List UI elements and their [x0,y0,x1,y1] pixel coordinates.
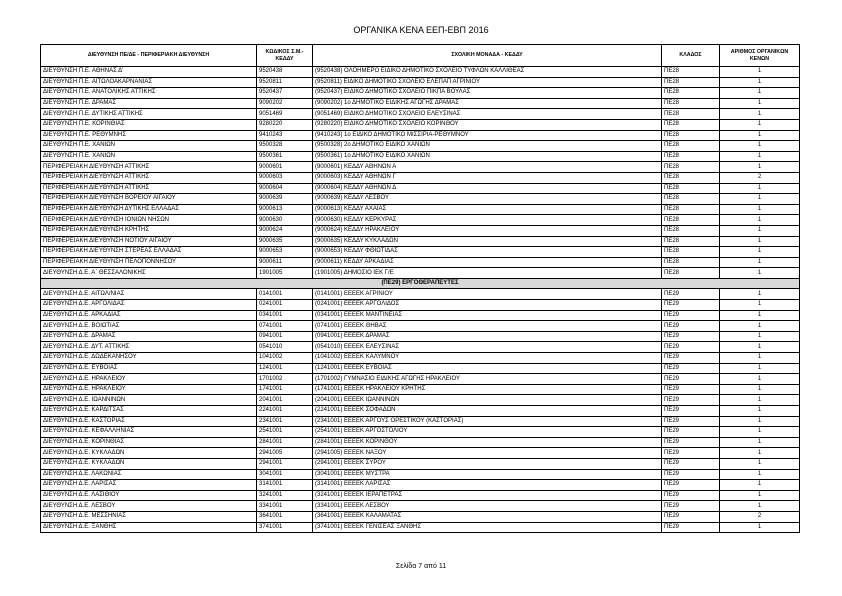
cell-specialty: ΠΕ28 [662,109,720,120]
table-row [41,162,800,173]
cell-code: 9000635 [257,236,313,247]
cell-vacancies: 1 [720,88,800,99]
cell-specialty: ΠΕ29 [662,427,720,438]
table-row [41,416,800,427]
cell-specialty: ΠΕ29 [662,458,720,469]
cell-directorate: ΠΕΡΙΦΕΡΕΙΑΚΗ ΔΙΕΥΘΥΝΣΗ ΙΟΝΙΩΝ ΝΗΣΩΝ [41,215,257,226]
table-row [41,268,800,279]
cell-code: 1041002 [257,353,313,364]
cell-vacancies: 1 [720,109,800,120]
cell-directorate: ΠΕΡΙΦΕΡΕΙΑΚΗ ΔΙΕΥΘΥΝΣΗ ΣΤΕΡΕΑΣ ΕΛΛΑΔΑΣ [41,247,257,258]
cell-vacancies: 1 [720,448,800,459]
cell-vacancies: 2 [720,511,800,522]
header-directorate: ΔΙΕΥΘΥΝΣΗ ΠΕ/ΔΕ - ΠΕΡΙΦΕΡΙΑΚΗ ΔΙΕΥΘΥΝΣΗ [41,45,257,67]
cell-vacancies: 1 [720,310,800,321]
table-row [41,437,800,448]
cell-code: 3041001 [257,469,313,480]
cell-directorate: ΔΙΕΥΘΥΝΣΗ Π.Ε. ΑΝΑΤΟΛΙΚΗΣ ΑΤΤΙΚΗΣ [41,88,257,99]
cell-school-unit: (2841001) ΕΕΕΕΚ ΚΟΡΙΝΘΟΥ [313,437,662,448]
cell-vacancies: 1 [720,204,800,215]
cell-school-unit: (3341001) ΕΕΕΕΚ ΛΕΣΒΟΥ [313,501,662,512]
cell-specialty: ΠΕ28 [662,257,720,268]
cell-specialty: ΠΕ29 [662,416,720,427]
cell-code: 9000624 [257,225,313,236]
cell-school-unit: (9000635) ΚΕΔΔΥ ΚΥΚΛΑΔΩΝ [313,236,662,247]
cell-code: 9090202 [257,98,313,109]
table-row [41,310,800,321]
cell-vacancies: 1 [720,247,800,258]
cell-code: 0241001 [257,300,313,311]
cell-directorate: ΔΙΕΥΘΥΝΣΗ Δ.Ε. ΚΑΣΤΟΡΙΑΣ [41,416,257,427]
cell-vacancies: 2 [720,172,800,183]
cell-code: 1241001 [257,363,313,374]
cell-specialty: ΠΕ28 [662,225,720,236]
cell-school-unit: (0141001) ΕΕΕΕΚ ΑΓΡΙΝΙΟΥ [313,289,662,300]
cell-school-unit: (9090202) 1ο ΔΗΜΟΤΙΚΟ ΕΙΔΙΚΗΣ ΑΓΩΓΗΣ ΔΡΑΜΑΣ [313,98,662,109]
cell-code: 2941005 [257,448,313,459]
cell-school-unit: (9000653) ΚΕΔΔΥ ΦΘΙΩΤΙΔΑΣ [313,247,662,258]
cell-school-unit: (0341001) ΕΕΕΕΚ ΜΑΝΤΙΝΕΙΑΣ [313,310,662,321]
table-row [41,77,800,88]
cell-code: 9000601 [257,162,313,173]
cell-directorate: ΔΙΕΥΘΥΝΣΗ Δ.Ε. ΚΟΡΙΝΘΙΑΣ [41,437,257,448]
cell-specialty: ΠΕ28 [662,67,720,78]
header-vacancies: ΑΡΙΘΜΟΣ ΟΡΓΑΝΙΚΩΝ ΚΕΝΩΝ [720,45,800,67]
cell-code: 2841001 [257,437,313,448]
cell-directorate: ΔΙΕΥΘΥΝΣΗ Π.Ε. ΡΕΘΥΜΝΗΣ [41,130,257,141]
cell-school-unit: (2941001) ΕΕΕΕΚ ΣΥΡΟΥ [313,458,662,469]
cell-vacancies: 1 [720,289,800,300]
cell-vacancies: 1 [720,416,800,427]
cell-vacancies: 1 [720,469,800,480]
cell-directorate: ΔΙΕΥΘΥΝΣΗ Δ.Ε. ΚΥΚΛΑΔΩΝ [41,458,257,469]
cell-school-unit: (3041001) ΕΕΕΕΚ ΜΥΣΤΡΑ [313,469,662,480]
cell-school-unit: (9051469) ΕΙΔΙΚΟ ΔΗΜΟΤΙΚΟ ΣΧΟΛΕΙΟ ΕΛΕΥΣΙΝΑΣ [313,109,662,120]
cell-directorate: ΔΙΕΥΘΥΝΣΗ Δ.Ε. ΛΑΚΩΝΙΑΣ [41,469,257,480]
cell-directorate: ΔΙΕΥΘΥΝΣΗ Π.Ε. ΑΘΗΝΑΣ Δ' [41,67,257,78]
cell-specialty: ΠΕ29 [662,395,720,406]
table-row [41,331,800,342]
cell-specialty: ΠΕ28 [662,88,720,99]
cell-specialty: ΠΕ29 [662,522,720,533]
cell-code: 1901005 [257,268,313,279]
cell-vacancies: 1 [720,427,800,438]
cell-code: 0741001 [257,321,313,332]
cell-specialty: ΠΕ29 [662,501,720,512]
header-code: ΚΩΔΙΚΟΣ Σ.Μ.-ΚΕΔΔΥ [257,45,313,67]
cell-code: 9000653 [257,247,313,258]
cell-vacancies: 1 [720,384,800,395]
header-specialty: ΚΛΑΔΟΣ [662,45,720,67]
cell-code: 2041001 [257,395,313,406]
cell-directorate: ΔΙΕΥΘΥΝΣΗ Δ.Ε. ΛΑΣΙΘΙΟΥ [41,490,257,501]
cell-directorate: ΔΙΕΥΘΥΝΣΗ Δ.Ε. ΔΡΑΜΑΣ [41,331,257,342]
cell-directorate: ΔΙΕΥΘΥΝΣΗ Δ.Ε. ΚΑΡΔΙΤΣΑΣ [41,406,257,417]
cell-directorate: ΔΙΕΥΘΥΝΣΗ Π.Ε. ΧΑΝΙΩΝ [41,141,257,152]
cell-vacancies: 1 [720,300,800,311]
cell-vacancies: 1 [720,98,800,109]
table-row [41,448,800,459]
cell-school-unit: (9000604) ΚΕΔΔΥ ΑΘΗΝΩΝ Δ [313,183,662,194]
cell-directorate: ΔΙΕΥΘΥΝΣΗ Π.Ε. ΔΡΑΜΑΣ [41,98,257,109]
cell-code: 9051469 [257,109,313,120]
cell-vacancies: 1 [720,490,800,501]
table-row [41,490,800,501]
table-row [41,480,800,491]
cell-vacancies: 1 [720,130,800,141]
cell-school-unit: (9000601) ΚΕΔΔΥ ΑΘΗΝΩΝ Α [313,162,662,173]
cell-directorate: ΔΙΕΥΘΥΝΣΗ Δ.Ε. Α΄ ΘΕΣΣΑΛΟΝΙΚΗΣ [41,268,257,279]
cell-specialty: ΠΕ29 [662,363,720,374]
cell-code: 9000611 [257,257,313,268]
cell-specialty: ΠΕ28 [662,162,720,173]
cell-vacancies: 1 [720,215,800,226]
cell-school-unit: (9520438) ΟΛΟΗΜΕΡΟ ΕΙΔΙΚΟ ΔΗΜΟΤΙΚΟ ΣΧΟΛΕΙΟ ΤΥΦΛΩΝ ΚΑΛΛΙΘΕΑΣ [313,67,662,78]
cell-school-unit: (9000611) ΚΕΔΔΥ ΑΡΚΑΔΙΑΣ [313,257,662,268]
table-row [41,141,800,152]
cell-directorate: ΔΙΕΥΘΥΝΣΗ Δ.Ε. ΗΡΑΚΛΕΙΟΥ [41,384,257,395]
cell-code: 3241001 [257,490,313,501]
cell-school-unit: (3241001) ΕΕΕΕΚ ΙΕΡΑΠΕΤΡΑΣ [313,490,662,501]
cell-specialty: ΠΕ29 [662,310,720,321]
cell-school-unit: (9000630) ΚΕΔΔΥ ΚΕΡΚΥΡΑΣ [313,215,662,226]
cell-directorate: ΠΕΡΙΦΕΡΕΙΑΚΗ ΔΙΕΥΘΥΝΣΗ ΝΟΤΙΟΥ ΑΙΓΑΙΟΥ [41,236,257,247]
cell-directorate: ΔΙΕΥΘΥΝΣΗ Δ.Ε. ΑΡΚΑΔΙΑΣ [41,310,257,321]
cell-school-unit: (9000624) ΚΕΔΔΥ ΗΡΑΚΛΕΙΟΥ [313,225,662,236]
cell-directorate: ΔΙΕΥΘΥΝΣΗ Δ.Ε. ΙΩΑΝΝΙΝΩΝ [41,395,257,406]
cell-directorate: ΔΙΕΥΘΥΝΣΗ Δ.Ε. ΛΕΣΒΟΥ [41,501,257,512]
cell-school-unit: (0941001) ΕΕΕΕΚ ΔΡΑΜΑΣ [313,331,662,342]
cell-code: 9500328 [257,141,313,152]
cell-specialty: ΠΕ29 [662,374,720,385]
cell-school-unit: (9520437) ΕΙΔΙΚΟ ΔΗΜΟΤΙΚΟ ΣΧΟΛΕΙΟ ΠΙΚΠΑ ΒΟΥΛΑΣ [313,88,662,99]
cell-vacancies: 1 [720,141,800,152]
cell-vacancies: 1 [720,225,800,236]
cell-code: 0941001 [257,331,313,342]
cell-code: 2541001 [257,427,313,438]
cell-vacancies: 1 [720,162,800,173]
cell-vacancies: 1 [720,194,800,205]
cell-code: 9000630 [257,215,313,226]
cell-specialty: ΠΕ28 [662,77,720,88]
cell-vacancies: 1 [720,480,800,491]
cell-code: 0341001 [257,310,313,321]
table-row [41,247,800,258]
cell-directorate: ΠΕΡΙΦΕΡΕΙΑΚΗ ΔΙΕΥΘΥΝΣΗ ΠΕΛΟΠΟΝΝΗΣΟΥ [41,257,257,268]
cell-school-unit: (9410243) 1ο ΕΙΔΙΚΟ ΔΗΜΟΤΙΚΟ ΜΙΣΣΙΡΙΑ-ΡΕΘΥΜΝΟΥ [313,130,662,141]
cell-code: 1701002 [257,374,313,385]
cell-school-unit: (9000639) ΚΕΔΔΥ ΛΕΣΒΟΥ [313,194,662,205]
cell-school-unit: (9500328) 2ο ΔΗΜΟΤΙΚΟ ΕΙΔΙΚΟ ΧΑΝΙΩΝ [313,141,662,152]
cell-school-unit: (3141001) ΕΕΕΕΚ ΛΑΡΙΣΑΣ [313,480,662,491]
cell-code: 9000604 [257,183,313,194]
cell-directorate: ΔΙΕΥΘΥΝΣΗ Δ.Ε. ΕΥΒΟΙΑΣ [41,363,257,374]
document-title: ΟΡΓΑΝΙΚΑ ΚΕΝΑ ΕΕΠ-ΕΒΠ 2016 [353,25,489,35]
cell-code: 1741001 [257,384,313,395]
cell-school-unit: (3741001) ΕΕΕΕΚ ΓΕΝΙΣΕΑΣ ΞΑΝΘΗΣ [313,522,662,533]
cell-school-unit: (2241001) ΕΕΕΕΚ ΣΟΦΑΔΩΝ [313,406,662,417]
table-row [41,300,800,311]
cell-specialty: ΠΕ29 [662,300,720,311]
cell-specialty: ΠΕ29 [662,469,720,480]
cell-school-unit: (2341001) ΕΕΕΕΚ ΑΡΓΟΥΣ ΟΡΕΣΤΙΚΟΥ (ΚΑΣΤΟΡΙΑΣ) [313,416,662,427]
cell-specialty: ΠΕ29 [662,384,720,395]
table-row [41,469,800,480]
table-row [41,236,800,247]
cell-code: 9280220 [257,119,313,130]
cell-vacancies: 1 [720,236,800,247]
cell-specialty: ΠΕ28 [662,130,720,141]
cell-specialty: ΠΕ28 [662,141,720,152]
cell-specialty: ΠΕ29 [662,331,720,342]
cell-vacancies: 1 [720,501,800,512]
table-row [41,215,800,226]
cell-school-unit: (9000603) ΚΕΔΔΥ ΑΘΗΝΩΝ Γ [313,172,662,183]
cell-vacancies: 1 [720,67,800,78]
cell-school-unit: (1241001) ΕΕΕΕΚ ΕΥΒΟΙΑΣ [313,363,662,374]
cell-specialty: ΠΕ29 [662,511,720,522]
cell-directorate: ΔΙΕΥΘΥΝΣΗ Δ.Ε. ΔΩΔΕΚΑΝΗΣΟΥ [41,353,257,364]
table-row [41,289,800,300]
cell-code: 0541010 [257,342,313,353]
cell-code: 3341001 [257,501,313,512]
cell-code: 9520438 [257,67,313,78]
table-row [41,194,800,205]
cell-code: 3741001 [257,522,313,533]
cell-specialty: ΠΕ29 [662,437,720,448]
cell-school-unit: (2541001) ΕΕΕΕΚ ΑΡΓΟΣΤΟΛΙΟΥ [313,427,662,438]
table-row [41,119,800,130]
cell-specialty: ΠΕ28 [662,194,720,205]
table-row [41,511,800,522]
table-body [41,67,800,533]
table-row [41,257,800,268]
cell-school-unit: (1701002) ΓΥΜΝΑΣΙΟ ΕΙΔΙΚΗΣ ΑΓΩΓΗΣ ΗΡΑΚΛΕΙΟΥ [313,374,662,385]
table-row [41,501,800,512]
cell-directorate: ΔΙΕΥΘΥΝΣΗ Δ.Ε. ΚΕΦΑΛΛΗΝΙΑΣ [41,427,257,438]
cell-vacancies: 1 [720,522,800,533]
cell-specialty: ΠΕ29 [662,289,720,300]
table-row [41,183,800,194]
table-row [41,130,800,141]
cell-vacancies: 1 [720,119,800,130]
cell-vacancies: 1 [720,183,800,194]
table-row [41,522,800,533]
cell-directorate: ΔΙΕΥΘΥΝΣΗ Δ.Ε. ΛΑΡΙΣΑΣ [41,480,257,491]
cell-code: 9500361 [257,151,313,162]
table-row [41,321,800,332]
cell-directorate: ΔΙΕΥΘΥΝΣΗ Π.Ε. ΚΟΡΙΝΘΙΑΣ [41,119,257,130]
table-row [41,406,800,417]
cell-specialty: ΠΕ28 [662,247,720,258]
table-row [41,98,800,109]
cell-code: 3641001 [257,511,313,522]
cell-code: 0141001 [257,289,313,300]
cell-specialty: ΠΕ29 [662,342,720,353]
cell-school-unit: (0741001) ΕΕΕΕΚ ΘΗΒΑΣ [313,321,662,332]
cell-school-unit: (9520811) ΕΙΔΙΚΟ ΔΗΜΟΤΙΚΟ ΣΧΟΛΕΙΟ ΕΛΕΠΑΠ ΑΓΡΙΝΙΟΥ [313,77,662,88]
cell-specialty: ΠΕ29 [662,406,720,417]
cell-school-unit: (9000613) ΚΕΔΔΥ ΑΧΑΪΑΣ [313,204,662,215]
cell-school-unit: (3641001) ΕΕΕΕΚ ΚΑΛΑΜΑΤΑΣ [313,511,662,522]
table-row [41,395,800,406]
cell-school-unit: (9500361) 1ο ΔΗΜΟΤΙΚΟ ΕΙΔΙΚΟ ΧΑΝΙΩΝ [313,151,662,162]
table-row [41,342,800,353]
cell-directorate: ΔΙΕΥΘΥΝΣΗ Δ.Ε. ΑΡΓΟΛΙΔΑΣ [41,300,257,311]
cell-school-unit: (0541010) ΕΕΕΕΚ ΕΛΕΥΣΙΝΑΣ [313,342,662,353]
cell-directorate: ΔΙΕΥΘΥΝΣΗ Π.Ε. ΧΑΝΙΩΝ [41,151,257,162]
cell-vacancies: 1 [720,353,800,364]
table-row [41,384,800,395]
table-row [41,458,800,469]
cell-directorate: ΔΙΕΥΘΥΝΣΗ Π.Ε. ΔΥΤΙΚΗΣ ΑΤΤΙΚΗΣ [41,109,257,120]
cell-specialty: ΠΕ29 [662,490,720,501]
cell-code: 3141001 [257,480,313,491]
cell-directorate: ΔΙΕΥΘΥΝΣΗ Δ.Ε. ΞΑΝΘΗΣ [41,522,257,533]
cell-directorate: ΔΙΕΥΘΥΝΣΗ Δ.Ε. ΔΥΤ. ΑΤΤΙΚΗΣ [41,342,257,353]
cell-directorate: ΔΙΕΥΘΥΝΣΗ Δ.Ε. ΒΟΙΩΤΙΑΣ [41,321,257,332]
cell-specialty: ΠΕ29 [662,480,720,491]
cell-vacancies: 1 [720,268,800,279]
cell-specialty: ΠΕ28 [662,268,720,279]
cell-code: 9520437 [257,88,313,99]
cell-vacancies: 1 [720,374,800,385]
cell-vacancies: 1 [720,257,800,268]
cell-specialty: ΠΕ28 [662,183,720,194]
cell-code: 2241001 [257,406,313,417]
cell-code: 2341001 [257,416,313,427]
cell-vacancies: 1 [720,342,800,353]
cell-vacancies: 1 [720,331,800,342]
cell-directorate: ΠΕΡΙΦΕΡΕΙΑΚΗ ΔΙΕΥΘΥΝΣΗ ΔΥΤΙΚΗΣ ΕΛΛΑΔΑΣ [41,204,257,215]
cell-code: 2941001 [257,458,313,469]
cell-vacancies: 1 [720,406,800,417]
cell-code: 9000613 [257,204,313,215]
table-row [41,427,800,438]
cell-specialty: ΠΕ28 [662,236,720,247]
cell-directorate: ΠΕΡΙΦΕΡΕΙΑΚΗ ΔΙΕΥΘΥΝΣΗ ΑΤΤΙΚΗΣ [41,183,257,194]
cell-code: 9520811 [257,77,313,88]
cell-directorate: ΔΙΕΥΘΥΝΣΗ Π.Ε. ΑΙΤΩΛΟΑΚΑΡΝΑΝΙΑΣ [41,77,257,88]
cell-specialty: ΠΕ29 [662,448,720,459]
table-row [41,225,800,236]
cell-specialty: ΠΕ29 [662,353,720,364]
vacancies-table [40,44,800,533]
cell-code: 9000603 [257,172,313,183]
cell-directorate: ΠΕΡΙΦΕΡΕΙΑΚΗ ΔΙΕΥΘΥΝΣΗ ΑΤΤΙΚΗΣ [41,172,257,183]
cell-directorate: ΔΙΕΥΘΥΝΣΗ Δ.Ε. ΑΙΤΩΛ/ΝΙΑΣ [41,289,257,300]
cell-code: 9000639 [257,194,313,205]
cell-directorate: ΠΕΡΙΦΕΡΕΙΑΚΗ ΔΙΕΥΘΥΝΣΗ ΚΡΗΤΗΣ [41,225,257,236]
cell-vacancies: 1 [720,458,800,469]
cell-vacancies: 1 [720,437,800,448]
section-heading: (ΠΕ29) ΕΡΓΟΘΕΡΑΠΕΥΤΕΣ [41,278,800,289]
cell-school-unit: (9280220) ΕΙΔΙΚΟ ΔΗΜΟΤΙΚΟ ΣΧΟΛΕΙΟ ΚΟΡΙΝΘΟΥ [313,119,662,130]
cell-vacancies: 1 [720,395,800,406]
table-row [41,353,800,364]
cell-directorate: ΠΕΡΙΦΕΡΕΙΑΚΗ ΔΙΕΥΘΥΝΣΗ ΒΟΡΕΙΟΥ ΑΙΓΑΙΟΥ [41,194,257,205]
cell-specialty: ΠΕ28 [662,119,720,130]
table-row [41,151,800,162]
cell-specialty: ΠΕ28 [662,204,720,215]
cell-specialty: ΠΕ29 [662,321,720,332]
table-row [41,88,800,99]
page-footer: Σελίδα 7 από 11 [395,563,447,570]
table-header-row [41,45,800,67]
cell-specialty: ΠΕ28 [662,98,720,109]
cell-school-unit: (1041002) ΕΕΕΕΚ ΚΑΛΥΜΝΟΥ [313,353,662,364]
cell-directorate: ΔΙΕΥΘΥΝΣΗ Δ.Ε. ΚΥΚΛΑΔΩΝ [41,448,257,459]
table-row [41,172,800,183]
table-row [41,67,800,78]
cell-specialty: ΠΕ28 [662,172,720,183]
cell-vacancies: 1 [720,363,800,374]
cell-directorate: ΠΕΡΙΦΕΡΕΙΑΚΗ ΔΙΕΥΘΥΝΣΗ ΑΤΤΙΚΗΣ [41,162,257,173]
cell-specialty: ΠΕ28 [662,215,720,226]
cell-specialty: ΠΕ28 [662,151,720,162]
cell-vacancies: 1 [720,77,800,88]
cell-school-unit: (2941005) ΕΕΕΕΚ ΝΑΞΟΥ [313,448,662,459]
cell-code: 9410243 [257,130,313,141]
cell-school-unit: (1741001) ΕΕΕΕΚ ΗΡΑΚΛΕΙΟΥ ΚΡΗΤΗΣ [313,384,662,395]
table-row [41,374,800,385]
cell-school-unit: (0241001) ΕΕΕΕΚ ΑΡΓΟΛΙΔΟΣ [313,300,662,311]
table-row [41,204,800,215]
cell-school-unit: (2041001) ΕΕΕΕΚ ΙΩΑΝΝΙΝΩΝ [313,395,662,406]
header-school-unit: ΣΧΟΛΙΚΗ ΜΟΝΑΔΑ - ΚΕΔΔΥ [313,45,662,67]
cell-vacancies: 1 [720,321,800,332]
cell-school-unit: (1901005) ΔΗΜΟΣΙΟ ΙΕΚ Γ/Ε [313,268,662,279]
cell-vacancies: 1 [720,151,800,162]
cell-directorate: ΔΙΕΥΘΥΝΣΗ Δ.Ε. ΗΡΑΚΛΕΙΟΥ [41,374,257,385]
table-row [41,109,800,120]
table-row [41,363,800,374]
section-row [41,278,800,289]
cell-directorate: ΔΙΕΥΘΥΝΣΗ Δ.Ε. ΜΕΣΣΗΝΙΑΣ [41,511,257,522]
